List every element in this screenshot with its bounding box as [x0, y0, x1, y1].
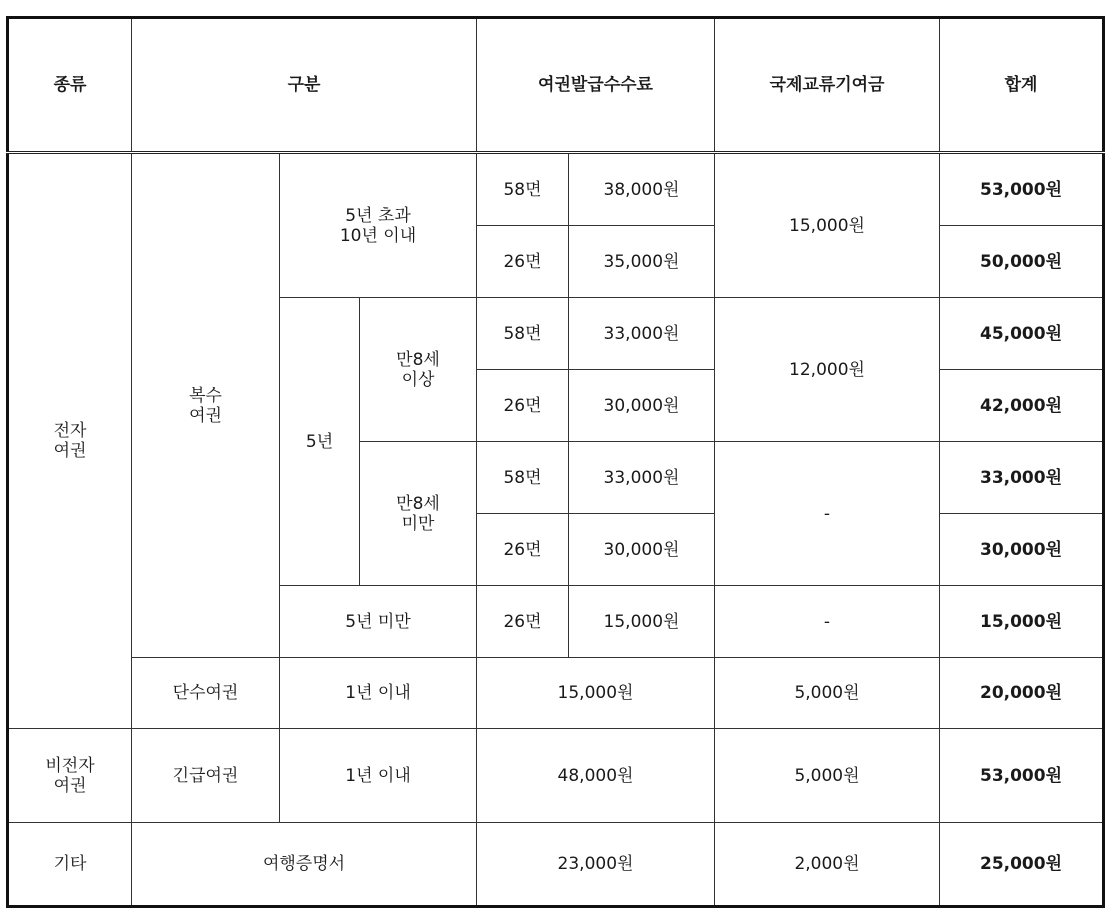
category-multiple: 복수 여권: [132, 153, 280, 658]
category-under5: 5년 미만: [280, 586, 477, 658]
pages-cell: 58면: [477, 153, 569, 226]
category-age-under8: 만8세 미만: [360, 442, 477, 586]
fee-cell: 15,000원: [569, 586, 715, 658]
pages-cell: 58면: [477, 442, 569, 514]
pages-cell: 58면: [477, 298, 569, 370]
pages-cell: 26면: [477, 586, 569, 658]
fee-cell: 15,000원: [477, 658, 715, 729]
header-issue-fee: 여권발급수수료: [477, 18, 715, 153]
header-total: 합계: [940, 18, 1104, 153]
total-cell: 20,000원: [940, 658, 1104, 729]
total-cell: 25,000원: [940, 823, 1104, 907]
fee-cell: 38,000원: [569, 153, 715, 226]
fund-cell: -: [715, 586, 940, 658]
fee-cell: 33,000원: [569, 442, 715, 514]
table-row: [8, 729, 1104, 823]
header-type: 종류: [8, 18, 132, 153]
total-cell: 53,000원: [940, 153, 1104, 226]
total-cell: 45,000원: [940, 298, 1104, 370]
fee-cell: 30,000원: [569, 514, 715, 586]
pages-cell: 26면: [477, 370, 569, 442]
category-over5-10y: 5년 초과 10년 이내: [280, 153, 477, 298]
total-cell: 42,000원: [940, 370, 1104, 442]
category-emergency-term: 1년 이내: [280, 729, 477, 823]
table-row: [8, 823, 1104, 907]
passport-fee-table: [6, 16, 1105, 908]
category-single: 단수여권: [132, 658, 280, 729]
fee-cell: 35,000원: [569, 226, 715, 298]
total-cell: 50,000원: [940, 226, 1104, 298]
pages-cell: 26면: [477, 514, 569, 586]
fee-cell: 48,000원: [477, 729, 715, 823]
fund-cell: -: [715, 442, 940, 586]
passport-fee-table-wrapper: [6, 16, 1105, 908]
fund-cell: 2,000원: [715, 823, 940, 907]
fund-cell: 5,000원: [715, 729, 940, 823]
fee-cell: 30,000원: [569, 370, 715, 442]
fund-cell: 15,000원: [715, 153, 940, 298]
total-cell: 30,000원: [940, 514, 1104, 586]
pages-cell: 26면: [477, 226, 569, 298]
header-row: [8, 18, 1104, 153]
category-age-over8: 만8세 이상: [360, 298, 477, 442]
header-intl-fund: 국제교류기여금: [715, 18, 940, 153]
table-row: [8, 658, 1104, 729]
category-travel-cert: 여행증명서: [132, 823, 477, 907]
table-row: [8, 153, 1104, 226]
header-category: 구분: [132, 18, 477, 153]
total-cell: 53,000원: [940, 729, 1104, 823]
category-five-years: 5년: [280, 298, 360, 586]
category-single-term: 1년 이내: [280, 658, 477, 729]
type-electronic: 전자 여권: [8, 153, 132, 729]
total-cell: 33,000원: [940, 442, 1104, 514]
total-cell: 15,000원: [940, 586, 1104, 658]
fund-cell: 5,000원: [715, 658, 940, 729]
fund-cell: 12,000원: [715, 298, 940, 442]
category-emergency: 긴급여권: [132, 729, 280, 823]
fee-cell: 23,000원: [477, 823, 715, 907]
type-non-electronic: 비전자 여권: [8, 729, 132, 823]
fee-cell: 33,000원: [569, 298, 715, 370]
type-other: 기타: [8, 823, 132, 907]
